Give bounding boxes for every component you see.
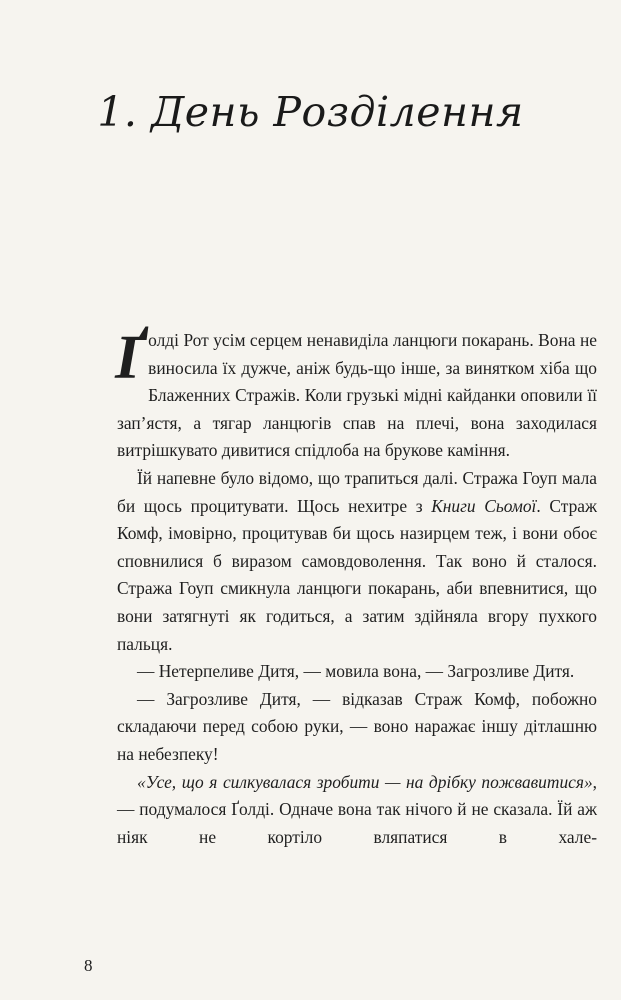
paragraph-1-text: олді Рот усім серцем ненавиділа ланцюги покарань. Вона не виносила їх дужче, аніж будь-що інше, за винятком хіба що Блаженних Стражів. Коли грузькі мідні кайданки оповили її зап’ястя, а тягар ланцюгів спав на плечі, вона заходилася витрішкувато дивитися спідлоба на брукове каміння. [117, 330, 597, 461]
page-number: 8 [84, 956, 93, 975]
drop-cap: Ґ [115, 324, 145, 392]
paragraph-5-text: , — подумалося Ґолді. Одначе вона так нічого й не сказала. Їй аж ніяк не кортіло вляпатися в хале- [117, 771, 597, 847]
paragraph-2 [117, 465, 597, 658]
chapter-body [115, 324, 598, 851]
book-title-reference: Книги Сьомої [431, 495, 537, 516]
chapter-title: 1. День Розділення [97, 88, 524, 136]
paragraph-1 [115, 324, 597, 465]
paragraph-2-text-b: . Страж Комф, імовірно, процитував би щось назирцем теж, і вони обоє сповнилися б виразом самовдоволення. Так воно й сталося. Стража Гоуп смикнула ланцюги покарань, аби впевнитися, що вони затягнуті як годиться, а затим здійняла вгору пухкого пальця. [117, 495, 598, 654]
inner-thought: «Усе, що я силкувалася зробити — на дрібку пожвавитися» [137, 771, 593, 792]
paragraph-2-text-a: Їй напевне було відомо, що трапиться далі. Стража Гоуп мала би щось процитувати. Щось нехитре з [117, 467, 597, 516]
paragraph-3: — Нетерпеливе Дитя, — мовила вона, — Загрозливе Дитя. [137, 661, 575, 682]
paragraph-5 [117, 769, 597, 852]
paragraph-4: — Загрозливе Дитя, — відказав Страж Комф, побожно складаючи перед собою руки, — воно наражає іншу дітлашню на небезпеку! [117, 688, 597, 764]
